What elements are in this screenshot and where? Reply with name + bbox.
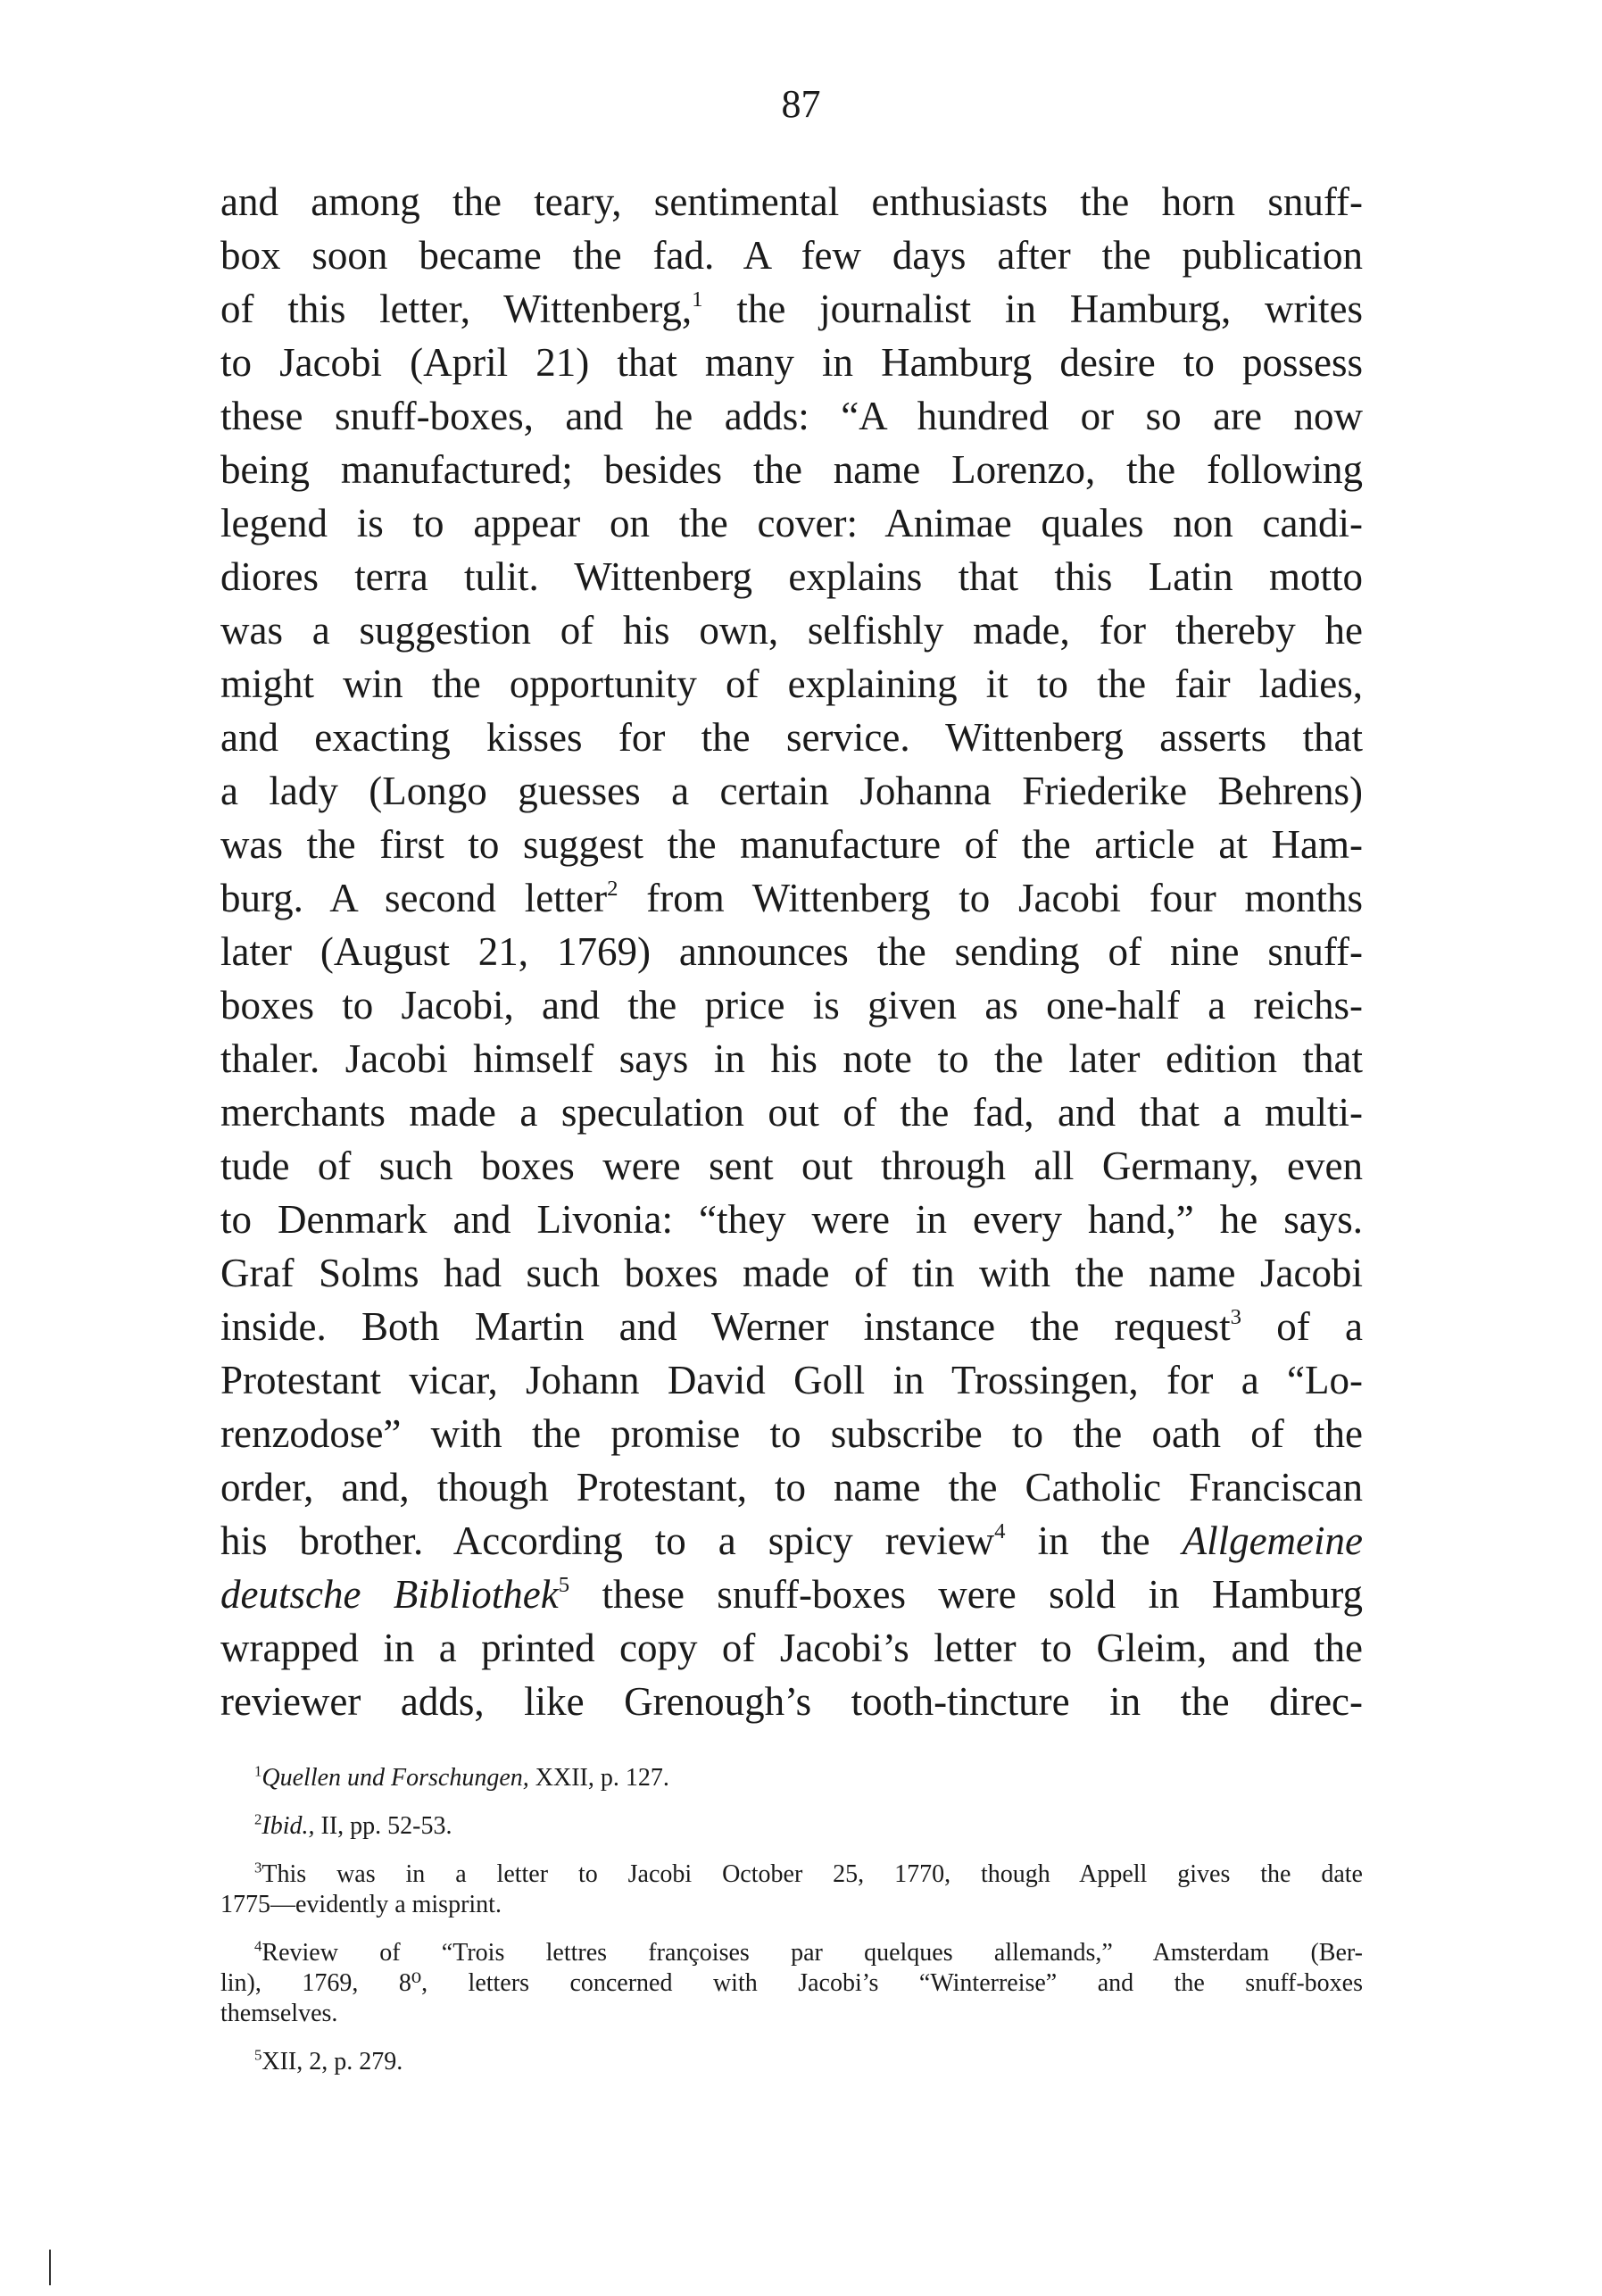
footnote-ref-2: 2 (607, 876, 618, 901)
body-line-4: to Jacobi (April 21) that many in Hamburg desire to possess (220, 340, 1363, 385)
footnote-5-line (220, 2047, 1363, 2077)
footnote-ref-1: 1 (692, 287, 703, 312)
body-line-14-rest: from Wittenberg to Jacobi four months (618, 876, 1363, 920)
footnote-4-line-3: themselves. (220, 2000, 338, 2027)
footnote-3-line-2: 1775—evidently a misprint. (220, 1891, 502, 1918)
body-line-15: later (August 21, 1769) announces the sending of nine snuff- (220, 929, 1363, 974)
footnotes (220, 1763, 1363, 2095)
body-line-6: being manufactured; besides the name Lorenzo, the following (220, 447, 1363, 492)
footnote-2-line (220, 1811, 1363, 1842)
footnote-5-mark: 5 (254, 2046, 262, 2064)
body-line-26-rest: in the (1005, 1518, 1183, 1563)
footnote-3-line-1-text: This was in a letter to Jacobi October 25, 1770, though Appell gives the date (261, 1860, 1363, 1888)
footnote-ref-5: 5 (558, 1572, 570, 1597)
body-line-17: thaler. Jacobi himself says in his note to the later edition that (220, 1036, 1363, 1081)
footnote-1 (220, 1763, 1363, 1793)
footnote-4-line-1-text: Review of “Trois lettres françoises par quelques allemands,” Amsterdam (Ber- (261, 1939, 1363, 1967)
body-line-3 (220, 282, 1363, 336)
body-line-18: merchants made a speculation out of the fad, and that a multi- (220, 1090, 1363, 1135)
page-number: 87 (781, 82, 821, 126)
body-line-14-text: burg. A second letter (220, 876, 608, 920)
footnote-3 (220, 1859, 1363, 1920)
body-line-22 (220, 1300, 1363, 1353)
body-line-13: was the first to suggest the manufacture of the article at Ham- (220, 822, 1363, 867)
body-line-16: boxes to Jacobi, and the price is given as one-half a reichs- (220, 983, 1363, 1027)
body-line-22-text: inside. Both Martin and Werner instance the request (220, 1304, 1231, 1349)
body-line-1: and among the teary, sentimental enthusiasts the horn snuff- (220, 179, 1363, 224)
scan-edge-mark (49, 2250, 51, 2285)
footnote-3-line-1 (220, 1859, 1363, 1890)
body-line-2: box soon became the fad. A few days after the publication (220, 233, 1363, 278)
body-line-20: to Denmark and Livonia: “they were in every hand,” he says. (220, 1197, 1363, 1242)
footnote-1-text: XXII, p. 127. (528, 1764, 669, 1792)
body-line-24: renzodose” with the promise to subscribe to the oath of the (220, 1411, 1363, 1456)
footnote-2-text: II, pp. 52-53. (314, 1812, 452, 1840)
body-line-28: wrapped in a printed copy of Jacobi’s letter to Gleim, and the (220, 1626, 1363, 1670)
footnote-4-line-1 (220, 1938, 1363, 1968)
body-line-3-rest: the journalist in Hamburg, writes (702, 287, 1364, 331)
footnote-5 (220, 2047, 1363, 2077)
body-line-19: tude of such boxes were sent out through all Germany, even (220, 1144, 1363, 1188)
footnote-3-mark: 3 (254, 1859, 262, 1876)
body-line-7: legend is to appear on the cover: Animae quales non candi- (220, 501, 1363, 545)
footnote-5-text: XII, 2, p. 279. (261, 2048, 403, 2076)
footnote-4-line-2: lin), 1769, 8⁰, letters concerned with Jacobi’s “Winterreise” and the snuff-boxes (220, 1969, 1363, 1997)
body-line-8: diores terra tulit. Wittenberg explains that this Latin motto (220, 554, 1363, 599)
footnote-1-mark: 1 (254, 1762, 262, 1780)
body-line-10: might win the opportunity of explaining it to the fair ladies, (220, 661, 1363, 706)
footnote-4-mark: 4 (254, 1937, 262, 1955)
body-line-3-text: of this letter, Wittenberg, (220, 287, 693, 331)
body-line-22-rest: of a (1241, 1304, 1363, 1349)
body-line-14 (220, 871, 1363, 925)
body-line-26-text: his brother. According to a spicy review (220, 1518, 995, 1563)
footnote-2-mark: 2 (254, 1810, 262, 1828)
footnote-1-line (220, 1763, 1363, 1793)
body-line-27 (220, 1568, 1363, 1621)
body-line-27-italic: deutsche Bibliothek (220, 1572, 559, 1617)
footnote-2-italic: Ibid., (261, 1812, 315, 1840)
body-line-9: was a suggestion of his own, selfishly made, for thereby he (220, 608, 1363, 653)
footnote-ref-4: 4 (994, 1518, 1006, 1543)
body-line-23: Protestant vicar, Johann David Goll in Trossingen, for a “Lo- (220, 1358, 1363, 1402)
body-line-26-italic: Allgemeine (1182, 1518, 1363, 1563)
footnote-ref-3: 3 (1230, 1304, 1241, 1329)
body-line-11: and exacting kisses for the service. Wittenberg asserts that (220, 715, 1363, 760)
body-line-25: order, and, though Protestant, to name the Catholic Franciscan (220, 1465, 1363, 1510)
body-line-27-rest: these snuff-boxes were sold in Hamburg (569, 1572, 1363, 1617)
body-line-26 (220, 1514, 1363, 1568)
footnote-1-italic: Quellen und Forschungen, (261, 1764, 529, 1792)
body-text (220, 175, 1363, 1728)
footnote-4 (220, 1938, 1363, 2029)
body-line-12: a lady (Longo guesses a certain Johanna Friederike Behrens) (220, 769, 1363, 813)
footnote-2 (220, 1811, 1363, 1842)
body-line-5: these snuff-boxes, and he adds: “A hundred or so are now (220, 394, 1363, 438)
body-line-29: reviewer adds, like Grenough’s tooth-tincture in the direc- (220, 1679, 1363, 1724)
body-line-21: Graf Solms had such boxes made of tin with the name Jacobi (220, 1251, 1363, 1295)
